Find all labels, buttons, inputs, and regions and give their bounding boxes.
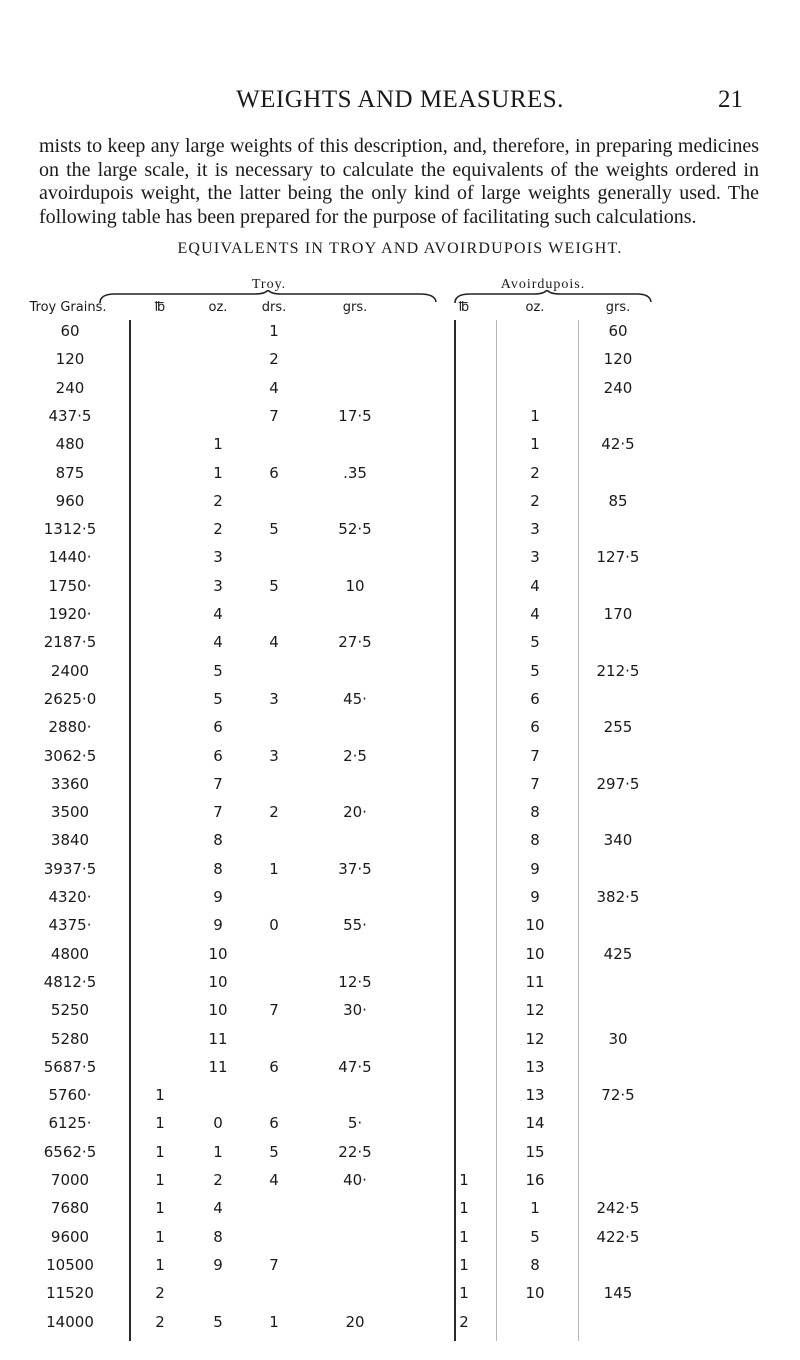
cell-avoir-oz: 12: [525, 1029, 545, 1048]
cell-troy-grains: 1750·: [48, 576, 92, 595]
cell-troy-grs: 47·5: [338, 1057, 372, 1076]
cell-troy-oz: 3: [213, 576, 223, 595]
cell-avoir-grs: 242·5: [596, 1199, 640, 1218]
cell-troy-oz: 10: [208, 972, 228, 991]
cell-troy-grs: 20: [345, 1312, 365, 1331]
cell-avoir-oz: 10: [525, 944, 545, 963]
cell-troy-oz: 2: [213, 1171, 223, 1189]
table-row: [0, 916, 800, 944]
avoirdupois-group-label: Avoirdupois.: [500, 277, 586, 292]
cell-avoir-oz: 4: [530, 576, 540, 595]
rule-troy-right: [454, 320, 456, 1341]
cell-avoir-grs: 212·5: [596, 661, 640, 680]
table-row: [0, 747, 800, 775]
cell-troy-oz: 4: [213, 633, 223, 652]
cell-avoir-oz: 13: [525, 1057, 545, 1076]
cell-troy-grains: 4812·5: [43, 972, 97, 991]
cell-troy-lb: 1: [155, 1086, 165, 1105]
cell-avoir-lb: 1: [459, 1199, 469, 1218]
table-row: [0, 1114, 800, 1142]
cell-avoir-grs: 240: [603, 378, 633, 397]
page-number: 21: [718, 86, 743, 113]
cell-avoir-oz: 8: [530, 831, 540, 850]
table-row: [0, 831, 800, 859]
cell-avoir-oz: 9: [530, 888, 540, 906]
cell-troy-grains: 875: [55, 463, 85, 482]
cell-troy-oz: 0: [213, 1114, 223, 1133]
cell-troy-grains: 11520: [46, 1284, 94, 1303]
cell-troy-grs: .35: [343, 463, 367, 482]
table-row: [0, 1171, 800, 1199]
cell-avoir-oz: 3: [530, 548, 540, 567]
table-row: [0, 1030, 800, 1058]
cell-troy-grs: 20·: [343, 803, 367, 822]
table-row: [0, 520, 800, 548]
cell-troy-grains: 6125·: [48, 1114, 92, 1133]
cell-troy-oz: 8: [213, 859, 223, 878]
cell-troy-grains: 7680: [50, 1199, 90, 1218]
table-row: [0, 860, 800, 888]
cell-troy-grs: 27·5: [338, 633, 372, 652]
cell-avoir-oz: 5: [530, 633, 540, 652]
header-troy-oz: oz.: [208, 300, 228, 315]
cell-troy-oz: 7: [213, 803, 223, 822]
cell-troy-grains: 4320·: [48, 888, 92, 906]
cell-avoir-grs: 60: [608, 322, 628, 340]
cell-troy-oz: 1: [213, 1142, 223, 1161]
page-header: [0, 86, 800, 116]
table-row: [0, 662, 800, 690]
cell-avoir-grs: 72·5: [601, 1086, 635, 1105]
cell-troy-drs: 4: [269, 1171, 279, 1189]
cell-avoir-grs: 85: [608, 491, 628, 510]
cell-troy-grains: 2625·0: [43, 689, 97, 708]
cell-troy-grains: 9600: [50, 1227, 90, 1246]
cell-troy-grs: 55·: [343, 916, 367, 935]
cell-avoir-grs: 170: [603, 605, 633, 623]
table-row: [0, 775, 800, 803]
cell-troy-grains: 1920·: [48, 605, 92, 623]
table-row: [0, 718, 800, 746]
cell-troy-drs: 1: [269, 859, 279, 878]
cell-troy-oz: 5: [213, 1312, 223, 1331]
cell-avoir-oz: 6: [530, 689, 540, 708]
cell-avoir-oz: 14: [525, 1114, 545, 1133]
cell-troy-oz: 6: [213, 746, 223, 765]
cell-troy-grains: 5760·: [48, 1086, 92, 1105]
table-row: [0, 1228, 800, 1256]
cell-troy-grains: 3360: [50, 774, 90, 793]
cell-troy-grains: 14000: [46, 1312, 94, 1331]
cell-avoir-oz: 12: [525, 1001, 545, 1020]
cell-troy-oz: 8: [213, 1227, 223, 1246]
cell-troy-grains: 2880·: [48, 718, 92, 737]
cell-troy-grains: 1312·5: [43, 520, 97, 539]
cell-troy-lb: 2: [155, 1312, 165, 1331]
cell-troy-grains: 437·5: [48, 406, 92, 425]
table-row: [0, 1058, 800, 1086]
cell-troy-drs: 6: [269, 463, 279, 482]
cell-avoir-oz: 2: [530, 463, 540, 482]
rule-avoir-oz-grs: [578, 320, 579, 1341]
cell-troy-oz: 9: [213, 916, 223, 935]
cell-troy-oz: 9: [213, 1255, 223, 1274]
cell-troy-oz: 10: [208, 944, 228, 963]
cell-troy-grs: 17·5: [338, 406, 372, 425]
cell-avoir-oz: 6: [530, 718, 540, 737]
table-row: [0, 690, 800, 718]
cell-troy-drs: 7: [269, 406, 279, 425]
table-row: [0, 888, 800, 916]
header-troy-grs: grs.: [342, 300, 368, 315]
cell-avoir-grs: 422·5: [596, 1227, 640, 1246]
cell-troy-oz: 5: [213, 689, 223, 708]
cell-troy-drs: 7: [269, 1255, 279, 1274]
cell-troy-lb: 1: [155, 1142, 165, 1161]
table-row: [0, 803, 800, 831]
cell-troy-grs: 12·5: [338, 972, 372, 991]
cell-troy-grs: 5·: [347, 1114, 363, 1133]
cell-avoir-oz: 5: [530, 1227, 540, 1246]
cell-troy-grs: 52·5: [338, 520, 372, 539]
table-row: [0, 1199, 800, 1227]
cell-avoir-lb: 1: [459, 1284, 469, 1303]
cell-troy-grains: 7000: [50, 1171, 90, 1189]
header-troy-grains: Troy Grains.: [29, 300, 107, 315]
cell-avoir-oz: 3: [530, 520, 540, 539]
cell-troy-drs: 2: [269, 350, 279, 369]
cell-troy-oz: 6: [213, 718, 223, 737]
table-row: [0, 435, 800, 463]
table-row: [0, 1001, 800, 1029]
header-avoir-grs: grs.: [605, 300, 631, 315]
cell-troy-drs: 5: [269, 1142, 279, 1161]
cell-troy-grains: 240: [55, 378, 85, 397]
cell-avoir-oz: 11: [525, 972, 545, 991]
table-row: [0, 350, 800, 378]
cell-avoir-oz: 7: [530, 774, 540, 793]
cell-troy-oz: 9: [213, 888, 223, 906]
cell-avoir-grs: 340: [603, 831, 633, 850]
cell-avoir-oz: 15: [525, 1142, 545, 1161]
cell-troy-grs: 10: [345, 576, 365, 595]
cell-troy-grains: 3062·5: [43, 746, 97, 765]
table-row: [0, 1313, 800, 1341]
cell-troy-grains: 1440·: [48, 548, 92, 567]
cell-avoir-lb: 1: [459, 1227, 469, 1246]
cell-troy-lb: 2: [155, 1284, 165, 1303]
cell-avoir-oz: 1: [530, 435, 540, 454]
cell-troy-grains: 4375·: [48, 916, 92, 935]
cell-avoir-lb: 1: [459, 1171, 469, 1189]
cell-troy-grains: 2400: [50, 661, 90, 680]
cell-troy-drs: 6: [269, 1114, 279, 1133]
cell-troy-grs: 40·: [343, 1171, 367, 1189]
cell-troy-oz: 11: [208, 1057, 228, 1076]
cell-troy-grains: 5250: [50, 1001, 90, 1020]
cell-troy-drs: 1: [269, 1312, 279, 1331]
cell-avoir-oz: 13: [525, 1086, 545, 1105]
cell-avoir-grs: 297·5: [596, 774, 640, 793]
cell-avoir-grs: 382·5: [596, 888, 640, 906]
cell-troy-lb: 1: [155, 1171, 165, 1189]
cell-avoir-oz: 1: [530, 406, 540, 425]
cell-troy-grains: 60: [60, 322, 80, 340]
table-row: [0, 973, 800, 1001]
cell-troy-grains: 5280: [50, 1029, 90, 1048]
cell-troy-lb: 1: [155, 1255, 165, 1274]
cell-troy-grains: 10500: [46, 1255, 94, 1274]
cell-avoir-grs: 255: [603, 718, 633, 737]
cell-troy-grs: 45·: [343, 689, 367, 708]
cell-troy-grains: 480: [55, 435, 85, 454]
cell-troy-grains: 3500: [50, 803, 90, 822]
cell-avoir-oz: 2: [530, 491, 540, 510]
table-row: [0, 1143, 800, 1171]
cell-avoir-oz: 16: [525, 1171, 545, 1189]
cell-troy-drs: 7: [269, 1001, 279, 1020]
table-row: [0, 464, 800, 492]
cell-avoir-oz: 8: [530, 1255, 540, 1274]
cell-troy-drs: 0: [269, 916, 279, 935]
cell-troy-grains: 3840: [50, 831, 90, 850]
cell-avoir-oz: 1: [530, 1199, 540, 1218]
header-troy-drs: drs.: [261, 300, 287, 315]
cell-troy-grs: 22·5: [338, 1142, 372, 1161]
cell-troy-lb: 1: [155, 1199, 165, 1218]
cell-avoir-grs: 30: [608, 1029, 628, 1048]
cell-troy-grains: 120: [55, 350, 85, 369]
cell-troy-oz: 2: [213, 491, 223, 510]
cell-avoir-oz: 7: [530, 746, 540, 765]
cell-avoir-oz: 4: [530, 605, 540, 623]
cell-troy-drs: 4: [269, 378, 279, 397]
cell-avoir-grs: 127·5: [596, 548, 640, 567]
table-row: [0, 1284, 800, 1312]
cell-avoir-oz: 10: [525, 916, 545, 935]
cell-troy-oz: 3: [213, 548, 223, 567]
table-row: [0, 407, 800, 435]
cell-troy-grains: 960: [55, 491, 85, 510]
troy-group-label: Troy.: [251, 277, 287, 292]
table-row: [0, 945, 800, 973]
cell-troy-drs: 1: [269, 322, 279, 340]
table-row: [0, 605, 800, 633]
cell-troy-grs: 37·5: [338, 859, 372, 878]
cell-troy-drs: 5: [269, 576, 279, 595]
cell-troy-oz: 1: [213, 435, 223, 454]
table-row: [0, 548, 800, 576]
cell-troy-drs: 4: [269, 633, 279, 652]
intro-paragraph: mists to keep any large weights of this description, and, therefore, in preparing medicines on the large scale, it is necessary to calculate the equivalents of the weights ordered in avoirdupois weight, the latter being the only kind of large weights generally used. The following table has been prepared for the purpose of facilitating such calculations.: [39, 135, 759, 228]
cell-troy-grains: 2187·5: [43, 633, 97, 652]
cell-troy-lb: 1: [155, 1227, 165, 1246]
cell-troy-oz: 11: [208, 1029, 228, 1048]
table-row: [0, 1256, 800, 1284]
cell-troy-oz: 4: [213, 605, 223, 623]
cell-troy-oz: 5: [213, 661, 223, 680]
cell-troy-grs: 30·: [343, 1001, 367, 1020]
cell-troy-drs: 2: [269, 803, 279, 822]
table-row: [0, 577, 800, 605]
cell-troy-drs: 3: [269, 746, 279, 765]
cell-troy-drs: 6: [269, 1057, 279, 1076]
cell-troy-oz: 10: [208, 1001, 228, 1020]
running-title: WEIGHTS AND MEASURES.: [236, 86, 564, 113]
cell-avoir-lb: 2: [459, 1312, 469, 1331]
cell-avoir-grs: 425: [603, 944, 633, 963]
cell-avoir-oz: 5: [530, 661, 540, 680]
cell-avoir-oz: 9: [530, 859, 540, 878]
cell-troy-drs: 5: [269, 520, 279, 539]
cell-troy-grains: 4800: [50, 944, 90, 963]
header-avoir-oz: oz.: [525, 300, 545, 315]
cell-avoir-grs: 145: [603, 1284, 633, 1303]
cell-avoir-grs: 42·5: [601, 435, 635, 454]
header-troy-lb: ℔: [154, 300, 166, 315]
table-row: [0, 633, 800, 661]
cell-troy-oz: 4: [213, 1199, 223, 1218]
cell-avoir-oz: 10: [525, 1284, 545, 1303]
rule-troy-left: [129, 320, 131, 1341]
table-row: [0, 492, 800, 520]
cell-troy-lb: 1: [155, 1114, 165, 1133]
cell-troy-oz: 2: [213, 520, 223, 539]
table-caption: EQUIVALENTS IN TROY AND AVOIRDUPOIS WEIGHT.: [177, 240, 623, 257]
cell-troy-grs: 2·5: [343, 746, 367, 765]
rule-avoir-lb-oz: [496, 320, 497, 1341]
header-avoir-lb: ℔: [458, 300, 470, 315]
cell-troy-grains: 3937·5: [43, 859, 97, 878]
cell-troy-oz: 7: [213, 774, 223, 793]
cell-troy-grains: 5687·5: [43, 1057, 97, 1076]
cell-avoir-grs: 120: [603, 350, 633, 369]
cell-troy-grains: 6562·5: [43, 1142, 97, 1161]
cell-troy-drs: 3: [269, 689, 279, 708]
cell-avoir-oz: 8: [530, 803, 540, 822]
table-row: [0, 322, 800, 350]
cell-troy-oz: 1: [213, 463, 223, 482]
cell-troy-oz: 8: [213, 831, 223, 850]
table-row: [0, 1086, 800, 1114]
cell-avoir-lb: 1: [459, 1255, 469, 1274]
table-row: [0, 379, 800, 407]
